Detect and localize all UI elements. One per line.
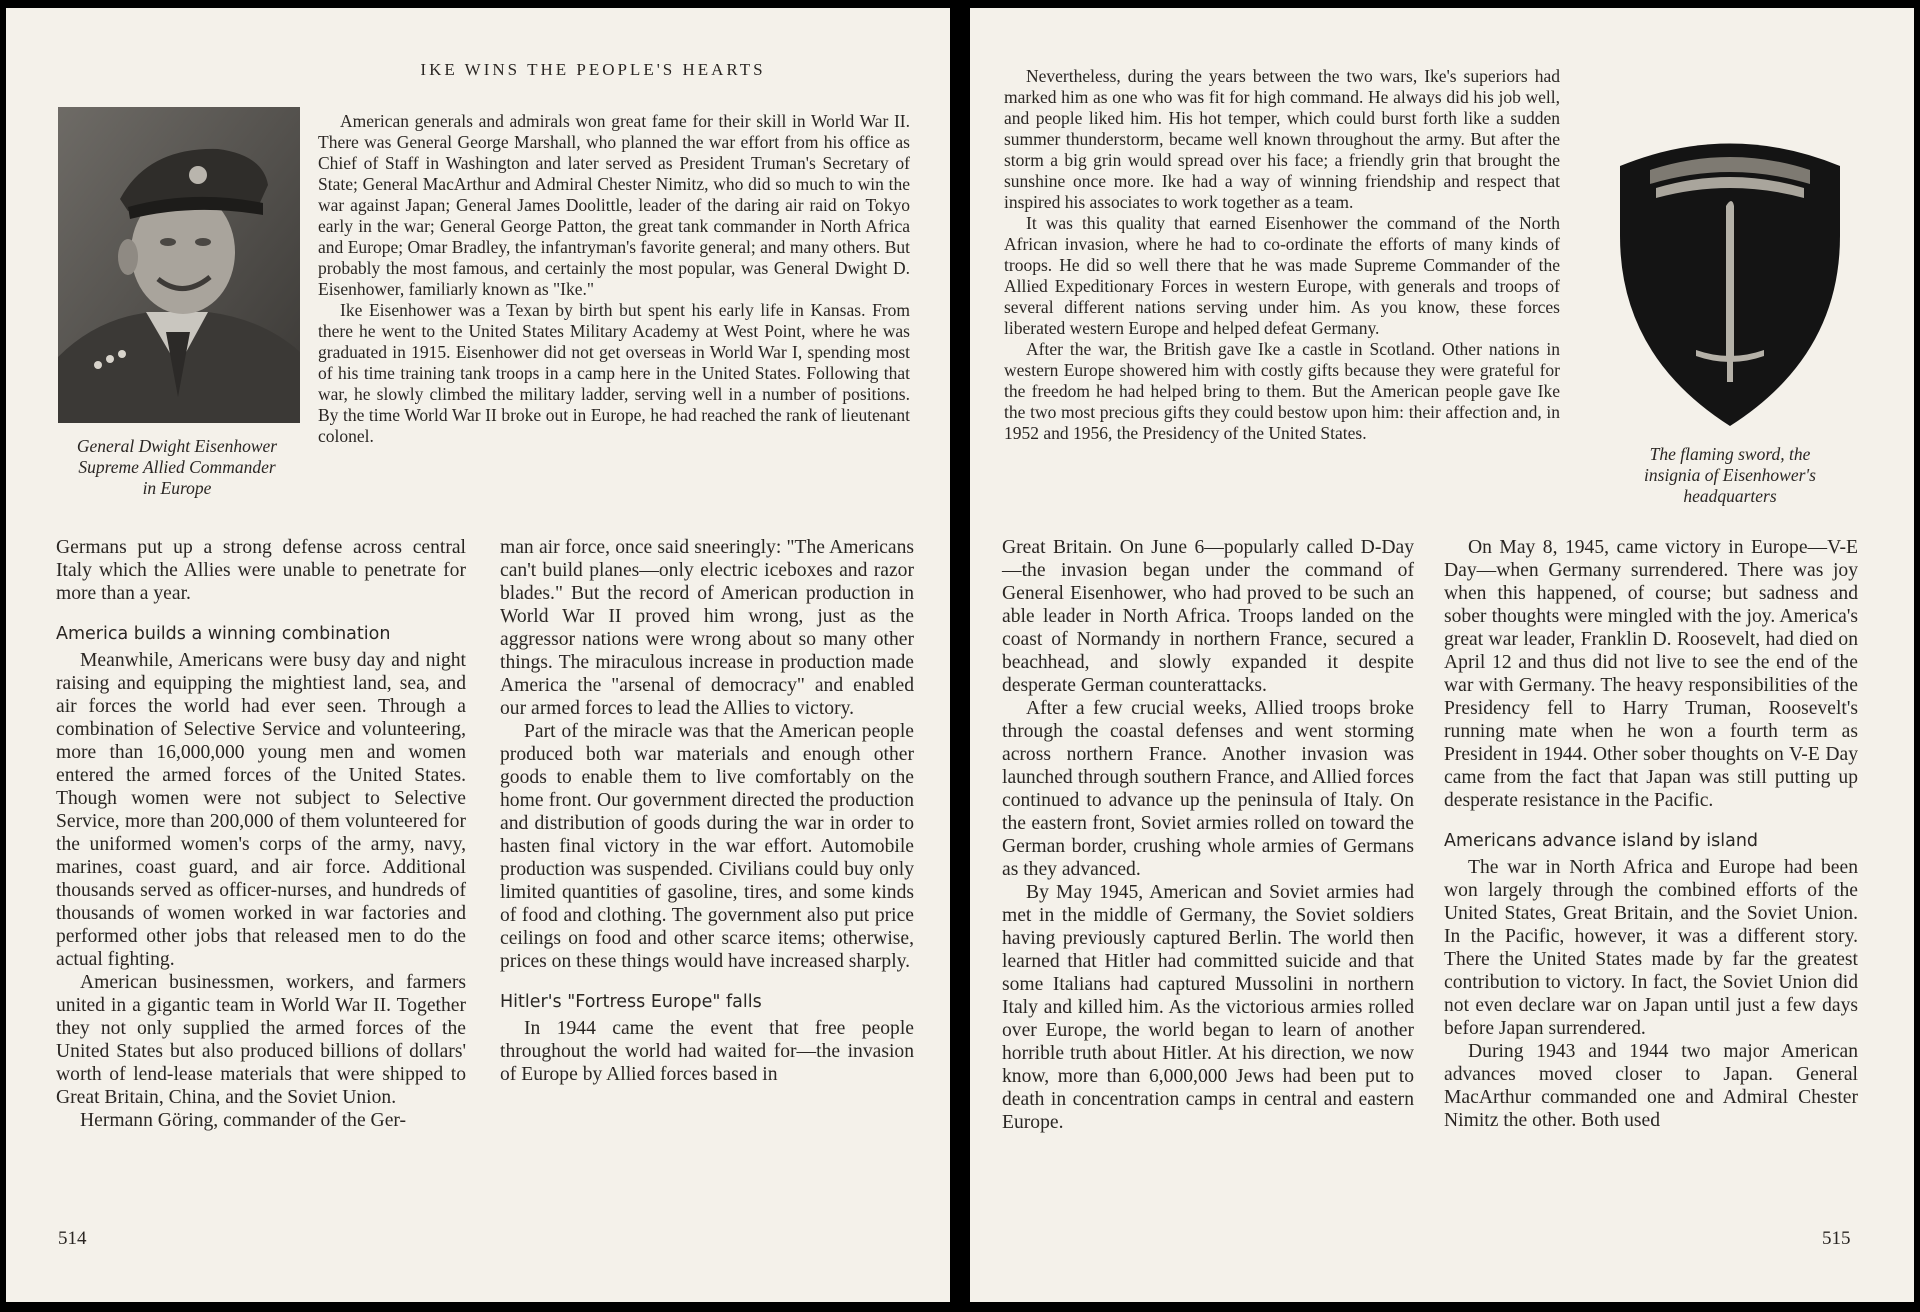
paragraph: By May 1945, American and Soviet armies had met in the middle of Germany, the Soviet soldiers having previously captured Berlin. The world then learned that Hitler had committed suicide and that some Italians had captured Mussolini in northern Italy and killed him. As the victorious armies rolled over Europe, the world began to learn of another horrible truth about Hitler. At his direction, we now know, more than 6,000,000 Jews had been put to death in concentration camps in central and eastern Europe. <box>1002 882 1414 1133</box>
intro-paragraph: It was this quality that earned Eisenhower the command of the North African invasion, where he had to co-ordinate the efforts of many kinds of troops. He did so well there that he was made Supreme Commander of the Allied Expeditionary Forces in western Europe, with generals and troops of several different nations serving under him. As you know, these forces liberated western Europe and helped defeat Germany. <box>1004 213 1560 338</box>
paragraph: After a few crucial weeks, Allied troops broke through the coastal defenses and went storming across northern France. Another invasion was launched through southern France, and Allied forces continued to advance up the peninsula of Italy. On the eastern front, Soviet armies rolled on toward the German border, crushing whole armies of Germans as they advanced. <box>1002 698 1414 880</box>
photo-caption <box>52 436 302 499</box>
intro-text <box>318 111 910 447</box>
paragraph: The war in North Africa and Europe had been won largely through the combined efforts of the United States, Great Britain, and the Soviet Union. In the Pacific, however, it was a different story. There the United States made by far the greatest contribution to victory. In fact, the Soviet Union did not even declare war on Japan until just a few days before Japan surrendered. <box>1444 857 1858 1039</box>
intro-paragraph: After the war, the British gave Ike a castle in Scotland. Other nations in western Europe showered him with costly gifts because they were grateful for the freedom he had helped bring to them. But the American people gave Ike the two most precious gifts they could bestow upon him: their affection and, in 1952 and 1956, the Presidency of the United States. <box>1004 339 1560 443</box>
paragraph: Great Britain. On June 6—popularly called D-Day—the invasion began under the command of General Eisenhower, who had proved to be such an able leader in North Africa. Troops landed on the coast of Normandy in northern France, secured a beachhead, and slowly expanded it despite desperate German counterattacks. <box>1002 537 1414 696</box>
page-number: 514 <box>58 1228 87 1249</box>
right-column-2 <box>1444 536 1858 1132</box>
paragraph: American businessmen, workers, and farmers united in a gigantic team in World War II. Together they not only supplied the armed forces of the United States but also produced billions of dollars' worth of lend-lease materials that were shipped to Great Britain, China, and the Soviet Union. <box>56 972 466 1108</box>
flaming-sword-icon <box>1610 126 1850 436</box>
paragraph: Meanwhile, Americans were busy day and night raising and equipping the mightiest land, sea, and air forces the world had ever seen. Through a combination of Selective Service and volunteering, more than 16,000,000 young men and women entered the armed forces of the United States. Though women were not subject to Selective Service, more than 200,000 of them volunteered for the uniformed women's corps of the army, navy, marines, coast guard, and air force. Additional thousands served as officer-nurses, and hundreds of thousands of women worked in war factories and performed other jobs that released men to do the actual fighting. <box>56 650 466 970</box>
paragraph: On May 8, 1945, came victory in Europe—V-E Day—when Germany surrendered. There was joy when this happened, of course; but sadness and sober thoughts were mingled with the joy. America's great war leader, Franklin D. Roosevelt, had died on April 12 and thus did not live to see the end of the war with Germany. The heavy responsibilities of the Presidency fell to Harry Truman, Roosevelt's running mate when he won a fourth term as President in 1944. Other sober thoughts on V-E Day came from the fact that Japan was still putting up desperate resistance in the Pacific. <box>1444 537 1858 811</box>
portrait-image <box>58 107 300 423</box>
intro-text <box>1004 66 1560 444</box>
page-number: 515 <box>1822 1228 1851 1249</box>
paragraph: Germans put up a strong defense across central Italy which the Allies were unable to penetrate for more than a year. <box>56 537 466 604</box>
insignia-caption-line: insignia of Eisenhower's <box>1644 465 1816 485</box>
shaef-insignia-shield <box>1610 126 1850 436</box>
running-head: IKE WINS THE PEOPLE'S HEARTS <box>420 60 766 79</box>
eisenhower-portrait-photo <box>58 107 300 423</box>
left-column-1 <box>56 536 466 1132</box>
photo-caption-line: in Europe <box>142 478 212 498</box>
left-page <box>6 8 950 1302</box>
section-heading: Hitler's "Fortress Europe" falls <box>500 992 762 1012</box>
right-page <box>970 8 1914 1302</box>
paragraph: Part of the miracle was that the American people produced both war materials and enough other goods to enable them to live comfortably on the home front. Our government directed the production and distribution of goods during the war in order to hasten final victory in the war effort. Automobile production was suspended. Civilians could buy only limited quantities of gasoline, tires, and some kinds of food and clothing. The government also put price ceilings on food and other scarce items; otherwise, prices on these things would have increased sharply. <box>500 721 914 972</box>
intro-paragraph: Nevertheless, during the years between the two wars, Ike's superiors had marked him as one who was fit for high command. He always did his job well, and people liked him. His hot temper, which could burst forth like a sudden summer thunderstorm, became well known throughout the army. But after the storm a big grin would spread over his face; a friendly grin that brought the sunshine once more. Ike had a way of winning friendship and respect that inspired his associates to work together as a team. <box>1004 66 1560 212</box>
paragraph: Hermann Göring, commander of the Ger- <box>80 1110 407 1131</box>
section-heading: Americans advance island by island <box>1444 831 1759 851</box>
intro-paragraph: American generals and admirals won great fame for their skill in World War II. There was General George Marshall, who planned the war effort from his office as Chief of Staff in Washington and later served as President Truman's Secretary of State; General MacArthur and Admiral Chester Nimitz, who did so much to win the war against Japan; General James Doolittle, leader of the daring air raid on Tokyo early in the war; General George Patton, the great tank commander in North Africa and Europe; Omar Bradley, the infantryman's favorite general; and many others. But probably the most famous, and certainly the most popular, was General Dwight D. Eisenhower, familiarly known as "Ike." <box>318 111 910 299</box>
photo-caption-line: Supreme Allied Commander <box>78 457 276 477</box>
photo-caption-line: General Dwight Eisenhower <box>76 436 278 456</box>
insignia-caption-line: headquarters <box>1683 486 1777 506</box>
intro-paragraph: Ike Eisenhower was a Texan by birth but spent his early life in Kansas. From there he went to the United States Military Academy at West Point, where he was graduated in 1915. Eisenhower did not get overseas in World War I, spending most of his time training tank troops in a camp here in the United States. Following that war, he slowly climbed the military ladder, serving well in a number of positions. By the time World War II broke out in Europe, he had reached the rank of lieutenant colonel. <box>318 300 910 446</box>
insignia-caption <box>1598 444 1862 507</box>
insignia-caption-line: The flaming sword, the <box>1649 444 1811 464</box>
paragraph: During 1943 and 1944 two major American advances moved closer to Japan. General MacArthur commanded one and Admiral Chester Nimitz the other. Both used <box>1444 1041 1858 1131</box>
paragraph: In 1944 came the event that free people throughout the world had waited for—the invasion of Europe by Allied forces based in <box>500 1018 914 1085</box>
paragraph: man air force, once said sneeringly: "The Americans can't build planes—only electric iceboxes and razor blades." But the record of American production in World War II proved him wrong, just as the aggressor nations were wrong about so many other things. The miraculous increase in production made America the "arsenal of democracy" and enabled our armed forces to lead the Allies to victory. <box>500 537 914 719</box>
left-column-2 <box>500 536 914 1086</box>
section-heading: America builds a winning combination <box>56 624 391 644</box>
right-column-1 <box>1002 536 1414 1134</box>
